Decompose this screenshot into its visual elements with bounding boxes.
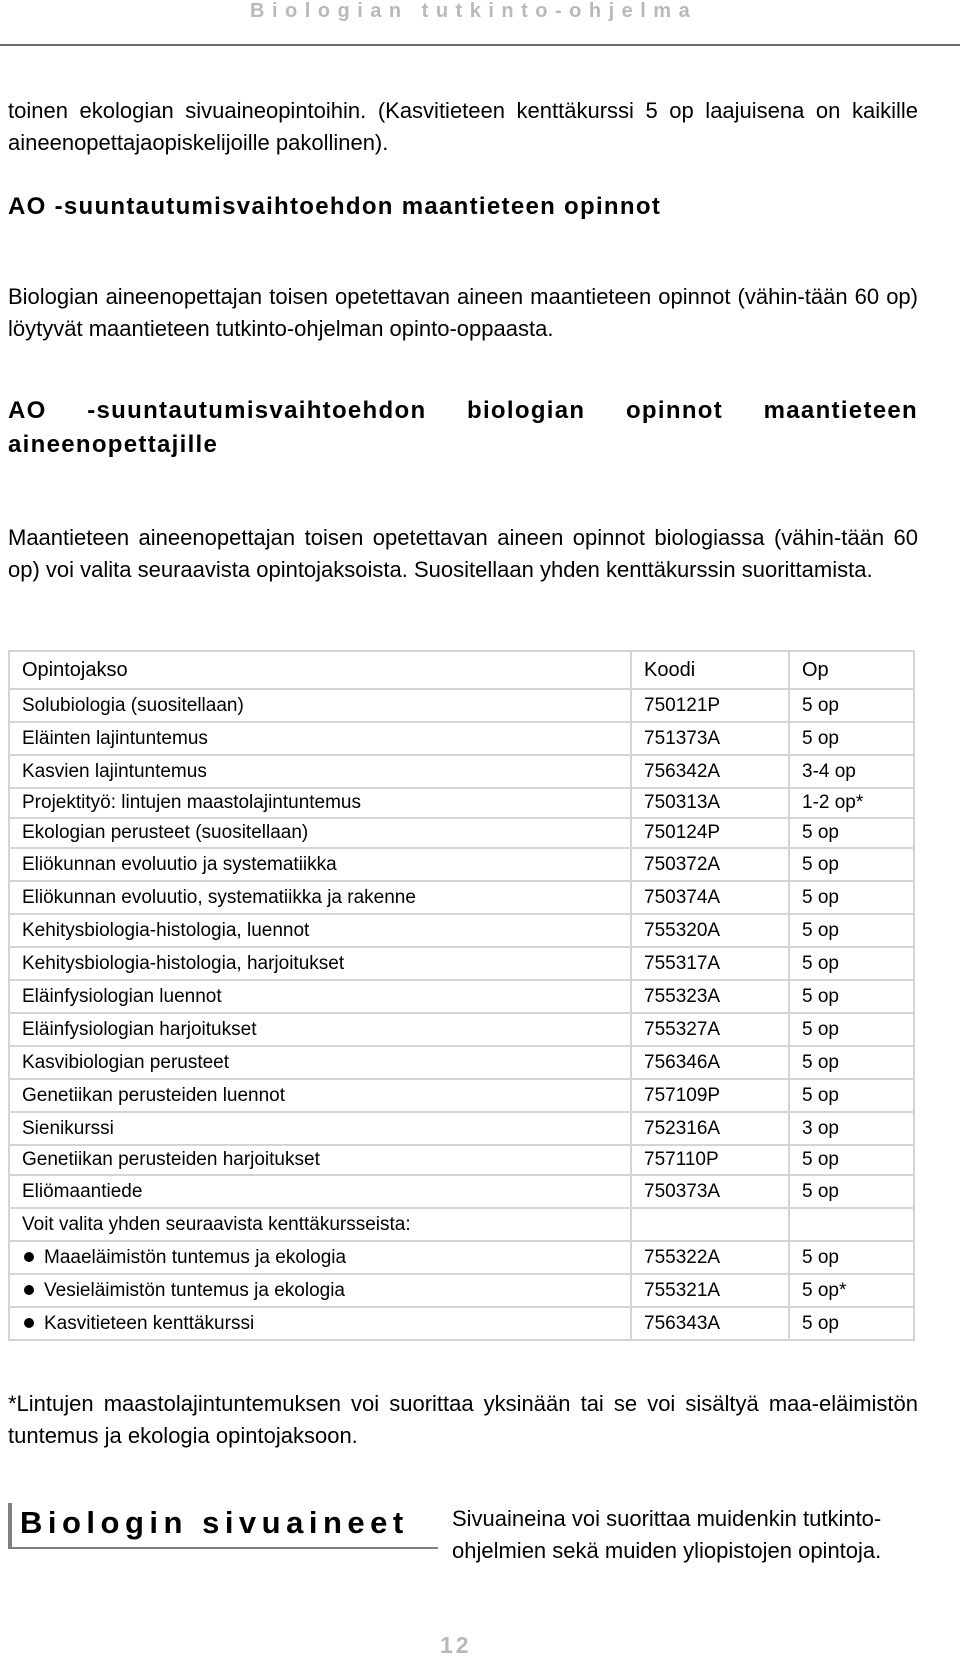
- course-credits: 3 op: [789, 1112, 914, 1145]
- course-credits: 5 op: [789, 980, 914, 1013]
- course-credits: 5 op: [789, 1013, 914, 1046]
- course-name: Sienikurssi: [9, 1112, 631, 1145]
- course-code: 751373A: [631, 722, 789, 755]
- header-rule: [0, 44, 960, 46]
- course-credits: 5 op: [789, 722, 914, 755]
- table-row: [9, 914, 914, 947]
- course-code: 750372A: [631, 848, 789, 881]
- choose-field-course-label: Voit valita yhden seuraavista kenttäkursseista:: [9, 1208, 631, 1241]
- section2-heading: AO -suuntautumisvaihtoehdon biologian opinnot maantieteen aineenopettajille: [8, 397, 918, 458]
- course-name: Solubiologia (suositellaan): [9, 689, 631, 722]
- choose-field-course-row: [9, 1208, 914, 1241]
- course-code: 755321A: [631, 1274, 789, 1307]
- title-underline: [8, 1547, 438, 1549]
- intro-paragraph: toinen ekologian sivuaineopintoihin. (Kasvitieteen kenttäkurssi 5 op laajuisena on kaikille aineenopettajaopiskelijoille pakollinen).: [8, 98, 918, 155]
- table-row: [9, 1175, 914, 1208]
- course-name: Vesieläimistön tuntemus ja ekologia: [44, 1279, 346, 1301]
- course-name: Maaeläimistön tuntemus ja ekologia: [44, 1246, 347, 1268]
- course-name: Eliökunnan evoluutio, systematiikka ja rakenne: [9, 881, 631, 914]
- course-table: [8, 650, 915, 1341]
- course-credits: 5 op: [789, 914, 914, 947]
- page-number: 12: [440, 1632, 472, 1658]
- table-row: [9, 1013, 914, 1046]
- section-title: Biologin sivuaineet: [20, 1505, 409, 1540]
- table-row: [9, 1112, 914, 1145]
- course-name: Eläinfysiologian harjoitukset: [9, 1013, 631, 1046]
- table-row: [9, 818, 914, 848]
- course-name: Ekologian perusteet (suositellaan): [9, 818, 631, 848]
- bullet-icon: [24, 1252, 34, 1262]
- course-credits: 5 op: [789, 1046, 914, 1079]
- table-row: [9, 947, 914, 980]
- course-name: Eliökunnan evoluutio ja systematiikka: [9, 848, 631, 881]
- section1-body: Biologian aineenopettajan toisen opetettavan aineen maantieteen opinnot (vähin-tään 60 op) löytyvät maantieteen tutkinto-ohjelman opinto-oppaasta.: [8, 284, 918, 341]
- course-code: 750121P: [631, 689, 789, 722]
- course-credits: 1-2 op*: [789, 788, 914, 818]
- table-row: [9, 980, 914, 1013]
- course-name: Eliömaantiede: [9, 1175, 631, 1208]
- course-code: 750124P: [631, 818, 789, 848]
- table-row: [9, 1145, 914, 1175]
- course-name: Kasvibiologian perusteet: [9, 1046, 631, 1079]
- section1-heading: AO -suuntautumisvaihtoehdon maantieteen opinnot: [8, 193, 662, 220]
- section-note: Sivuaineina voi suorittaa muidenkin tutkinto-ohjelmien sekä muiden yliopistojen opintoja.: [452, 1506, 882, 1563]
- course-credits: 5 op: [789, 881, 914, 914]
- course-credits: 5 op: [789, 1145, 914, 1175]
- course-code: 756346A: [631, 1046, 789, 1079]
- course-code: 756342A: [631, 755, 789, 788]
- course-credits: 5 op: [789, 1307, 914, 1340]
- bullet-icon: [24, 1318, 34, 1328]
- course-name: Genetiikan perusteiden harjoitukset: [9, 1145, 631, 1175]
- table-header-row: [9, 651, 914, 689]
- course-credits: 5 op: [789, 689, 914, 722]
- course-code: 757109P: [631, 1079, 789, 1112]
- table-row: [9, 722, 914, 755]
- course-code: 750373A: [631, 1175, 789, 1208]
- table-row: [9, 755, 914, 788]
- course-code: 752316A: [631, 1112, 789, 1145]
- course-code: 755327A: [631, 1013, 789, 1046]
- course-credits: 5 op: [789, 1079, 914, 1112]
- table-row: [9, 689, 914, 722]
- course-name: Kehitysbiologia-histologia, harjoitukset: [9, 947, 631, 980]
- footnote: *Lintujen maastolajintuntemuksen voi suorittaa yksinään tai se voi sisältyä maa-eläimistön tuntemus ja ekologia opintojaksoon.: [8, 1391, 918, 1448]
- course-name: Eläinfysiologian luennot: [9, 980, 631, 1013]
- course-code: 756343A: [631, 1307, 789, 1340]
- title-side-bar: [8, 1503, 12, 1549]
- course-name: Eläinten lajintuntemus: [9, 722, 631, 755]
- table-row: [9, 881, 914, 914]
- table-row: [9, 1079, 914, 1112]
- course-code: 755320A: [631, 914, 789, 947]
- table-row: [9, 788, 914, 818]
- bullet-icon: [24, 1285, 34, 1295]
- course-name: Kehitysbiologia-histologia, luennot: [9, 914, 631, 947]
- table-row: [9, 1046, 914, 1079]
- table-row: [9, 848, 914, 881]
- course-code: 757110P: [631, 1145, 789, 1175]
- course-name: Projektityö: lintujen maastolajintuntemus: [9, 788, 631, 818]
- course-credits: 5 op: [789, 947, 914, 980]
- running-header: Biologian tutkinto-ohjelma: [250, 0, 698, 22]
- field-course-row: [9, 1307, 914, 1340]
- column-header-code: Koodi: [631, 651, 789, 689]
- course-code: 750313A: [631, 788, 789, 818]
- course-name: Genetiikan perusteiden luennot: [9, 1079, 631, 1112]
- column-header-course: Opintojakso: [9, 651, 631, 689]
- field-course-row: [9, 1241, 914, 1274]
- course-credits: 5 op: [789, 848, 914, 881]
- course-code: 750374A: [631, 881, 789, 914]
- course-name: Kasvien lajintuntemus: [9, 755, 631, 788]
- course-code: 755317A: [631, 947, 789, 980]
- course-credits: 5 op: [789, 818, 914, 848]
- course-credits: 5 op: [789, 1175, 914, 1208]
- field-course-row: [9, 1274, 914, 1307]
- course-code: 755323A: [631, 980, 789, 1013]
- course-credits: 3-4 op: [789, 755, 914, 788]
- course-code: 755322A: [631, 1241, 789, 1274]
- section2-body: Maantieteen aineenopettajan toisen opetettavan aineen opinnot biologiassa (vähin-tään 60 op) voi valita seuraavista opintojaksoista. Suositellaan yhden kenttäkurssin suorittamista.: [8, 525, 918, 582]
- section-title-box: [8, 1503, 438, 1549]
- course-credits: 5 op*: [789, 1274, 914, 1307]
- course-name: Kasvitieteen kenttäkurssi: [44, 1312, 255, 1334]
- course-credits: 5 op: [789, 1241, 914, 1274]
- column-header-credits: Op: [789, 651, 914, 689]
